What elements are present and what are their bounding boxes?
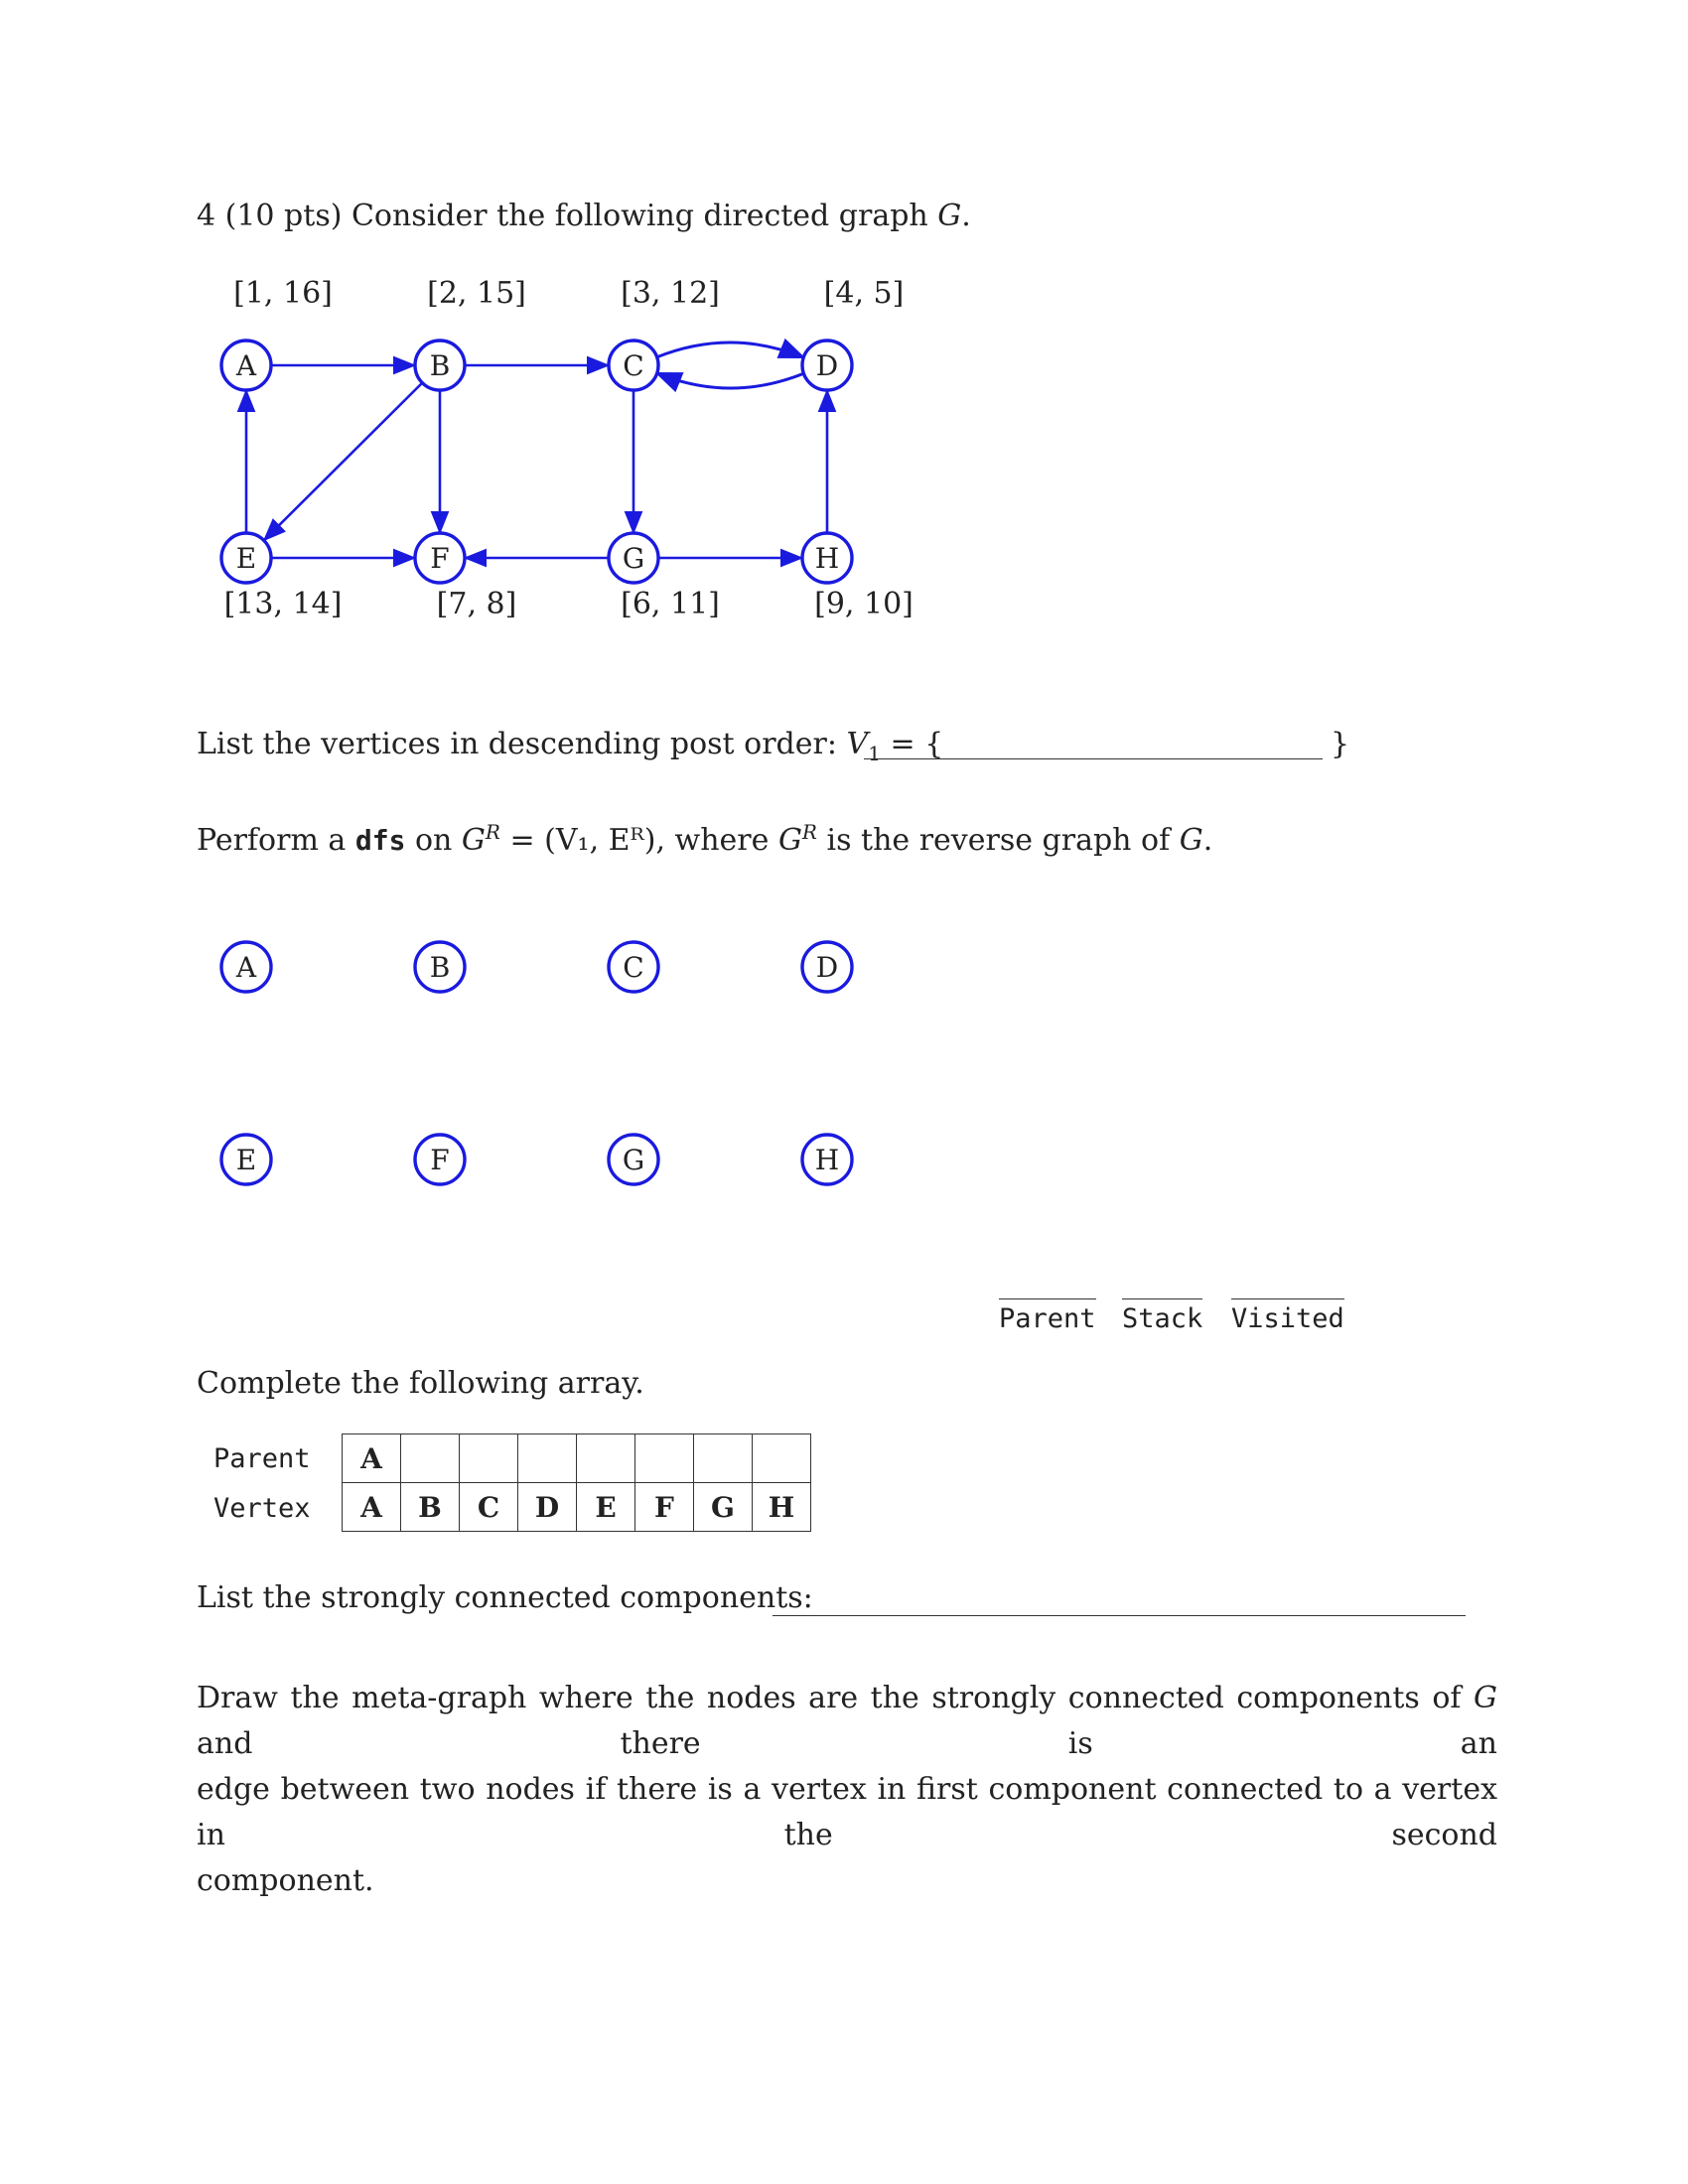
dfs-t2: on xyxy=(414,823,453,858)
vertex-cell: E xyxy=(577,1483,635,1532)
dfs-bold: dfs xyxy=(354,824,406,857)
graph-name: G xyxy=(937,199,962,233)
node-g-interval: [6, 11] xyxy=(621,587,720,621)
post-order-answer-blank[interactable] xyxy=(864,758,1323,759)
reverse-graph-vertices xyxy=(0,893,993,1211)
vertex-cell: G xyxy=(694,1483,753,1532)
node-c-interval: [3, 12] xyxy=(621,276,720,311)
legend-stack: Stack xyxy=(1122,1298,1202,1334)
legend-visited: Visited xyxy=(1231,1298,1344,1334)
dfs-gr-1: G xyxy=(461,823,486,858)
legend-parent: Parent xyxy=(999,1298,1096,1334)
reverse-node-f-label: F xyxy=(430,1144,450,1176)
post-order-eq: = { xyxy=(880,727,944,761)
meta-line-3: component. xyxy=(197,1863,374,1898)
node-d-interval: [4, 5] xyxy=(823,276,905,311)
problem-number: 4 xyxy=(197,199,216,233)
post-order-prompt: List the vertices in descending post order: xyxy=(197,727,837,761)
reverse-node-h-label: H xyxy=(814,1144,840,1176)
node-b-label: B xyxy=(429,349,451,382)
dfs-end: . xyxy=(1202,823,1213,858)
parent-vertex-array xyxy=(342,1433,811,1532)
heading-period: . xyxy=(961,199,971,233)
parent-cell[interactable] xyxy=(460,1434,518,1483)
array-prompt: Complete the following array. xyxy=(197,1366,644,1401)
reverse-node-c-label: C xyxy=(623,951,644,984)
vertex-cell: C xyxy=(460,1483,518,1532)
node-h-interval: [9, 10] xyxy=(814,587,914,621)
edge-c-d xyxy=(656,342,803,357)
meta-graph-paragraph xyxy=(197,1676,1497,1904)
parent-cell: A xyxy=(343,1434,401,1483)
dfs-t3: is the reverse graph of xyxy=(826,823,1171,858)
dfs-t1: Perform a xyxy=(197,823,347,858)
meta-g: G xyxy=(1474,1681,1497,1715)
directed-graph xyxy=(0,0,993,675)
meta-text2: and there is an xyxy=(197,1726,1497,1761)
node-f-interval: [7, 8] xyxy=(436,587,517,621)
parent-row xyxy=(343,1434,811,1483)
vertex-cell: F xyxy=(635,1483,694,1532)
vertex-cell: B xyxy=(401,1483,460,1532)
node-e-label: E xyxy=(235,542,257,575)
post-order-line xyxy=(197,727,943,765)
edge-d-c xyxy=(657,373,804,388)
post-order-close-brace: } xyxy=(1331,727,1350,761)
edge-b-e xyxy=(264,383,422,540)
meta-line-1 xyxy=(197,1676,1497,1767)
node-b-interval: [2, 15] xyxy=(427,276,526,311)
dfs-g: G xyxy=(1179,823,1203,858)
parent-cell[interactable] xyxy=(694,1434,753,1483)
reverse-node-e-label: E xyxy=(235,1144,257,1176)
dfs-gr-2: G xyxy=(777,823,802,858)
post-order-sub: 1 xyxy=(868,742,881,765)
scc-prompt: List the strongly connected components: xyxy=(197,1580,813,1615)
meta-text1: Draw the meta-graph where the nodes are the strongly connected components of xyxy=(197,1681,1462,1715)
dfs-instruction xyxy=(197,820,1212,858)
node-f-label: F xyxy=(430,542,450,575)
parent-cell[interactable] xyxy=(635,1434,694,1483)
vertex-cell: A xyxy=(343,1483,401,1532)
parent-cell[interactable] xyxy=(401,1434,460,1483)
dfs-gr-1-sup: R xyxy=(485,820,500,844)
reverse-node-g-label: G xyxy=(622,1144,645,1176)
node-a-interval: [1, 16] xyxy=(233,276,333,311)
parent-cell[interactable] xyxy=(753,1434,811,1483)
vertex-cell: D xyxy=(518,1483,577,1532)
node-a-label: A xyxy=(235,349,257,382)
reverse-node-b-label: B xyxy=(429,951,451,984)
post-order-var: V xyxy=(846,727,869,761)
array-parent-label: Parent xyxy=(213,1443,311,1474)
vertex-row xyxy=(343,1483,811,1532)
parent-cell[interactable] xyxy=(518,1434,577,1483)
node-e-interval: [13, 14] xyxy=(223,587,343,621)
reverse-node-a-label: A xyxy=(235,951,257,984)
array-vertex-label: Vertex xyxy=(213,1493,311,1524)
node-d-label: D xyxy=(815,349,839,382)
dfs-formula: = (V₁, Eᴿ), where xyxy=(509,823,770,858)
parent-cell[interactable] xyxy=(577,1434,635,1483)
problem-intro: Consider the following directed graph xyxy=(351,199,928,233)
dfs-gr-2-sup: R xyxy=(801,820,817,844)
reverse-node-d-label: D xyxy=(815,951,839,984)
node-g-label: G xyxy=(622,542,645,575)
scc-answer-blank[interactable] xyxy=(773,1615,1466,1616)
vertex-cell: H xyxy=(753,1483,811,1532)
problem-points: (10 pts) xyxy=(224,199,343,233)
meta-line-2: edge between two nodes if there is a vertex in first component connected to a vertex in the second xyxy=(197,1772,1497,1852)
node-h-label: H xyxy=(814,542,840,575)
node-c-label: C xyxy=(623,349,644,382)
